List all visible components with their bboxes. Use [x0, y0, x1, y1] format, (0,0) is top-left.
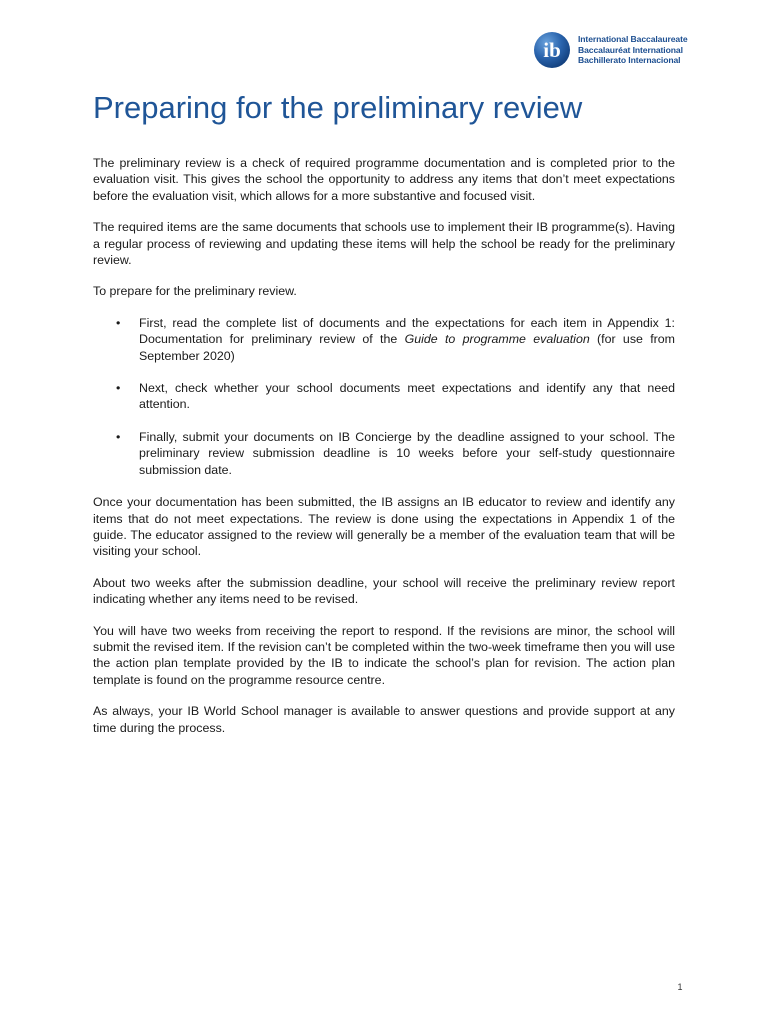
- logo-line-2: Baccalauréat International: [578, 44, 683, 55]
- logo-wordmark: [578, 34, 688, 66]
- bullet-icon: •: [116, 315, 121, 330]
- support-paragraph: As always, your IB World School manager is available to answer questions and provide support at any time during the process.: [93, 704, 675, 735]
- report-paragraph: About two weeks after the submission deadline, your school will receive the preliminary review report indicating whether any items need to be revised.: [93, 575, 675, 607]
- list-item-text: Next, check whether your school documents meet expectations and identify any that need attention.: [139, 381, 675, 412]
- bullet-icon: •: [116, 381, 121, 396]
- page-title: Preparing for the preliminary review: [93, 90, 583, 125]
- list-item-text-end: (for use from September 2020): [139, 332, 675, 363]
- bullet-icon: •: [116, 429, 121, 444]
- required-items-paragraph: The required items are the same documents that schools use to implement their IB programme(s). Having a regular process of reviewing and updating these items will help the school be ready for the preliminary review.: [93, 220, 675, 268]
- logo-line-3: Bachillerato Internacional: [578, 55, 681, 66]
- list-item: [93, 315, 675, 364]
- ib-globe-icon: [532, 30, 572, 70]
- logo-line-1: International Baccalaureate: [578, 34, 688, 45]
- prepare-paragraph: To prepare for the preliminary review.: [93, 284, 297, 299]
- list-item: [93, 429, 675, 478]
- revision-paragraph: You will have two weeks from receiving the report to respond. If the revisions are minor, the school will submit the revised item. If the revision can’t be completed within the two-week timeframe then you will use the action plan template provided by the IB to indicate the school’s plan for revision. The action plan template is found on the programme resource centre.: [93, 623, 675, 687]
- ib-logo: [532, 28, 732, 72]
- list-item: [93, 380, 675, 413]
- preparation-steps-list: [93, 315, 675, 478]
- intro-paragraph: The preliminary review is a check of required programme documentation and is completed prior to the evaluation visit. This gives the school the opportunity to address any items that don’t meet expectations before the evaluation visit, which allows for a more substantive and focused visit.: [93, 156, 675, 203]
- list-item-text-start: First, read the complete list of documents and the expectations for each item in Appendix 1: Documentation for preliminary review of the: [139, 315, 675, 347]
- page-number: 1: [677, 982, 683, 992]
- document-body: [93, 155, 675, 751]
- logo-mark-text: ib: [543, 38, 561, 62]
- guide-title-italic: Guide to programme evaluation: [404, 332, 590, 347]
- submission-paragraph: Once your documentation has been submitted, the IB assigns an IB educator to review and identify any items that do not meet expectations. The review is done using the expectations in Appendix 1 of the guide. The educator assigned to the review will generally be a member of the evaluation team that will be visiting your school.: [93, 495, 675, 559]
- list-item-text: Finally, submit your documents on IB Concierge by the deadline assigned to your school. The preliminary review submission deadline is 10 weeks before your self-study questionnaire submission date.: [139, 429, 675, 477]
